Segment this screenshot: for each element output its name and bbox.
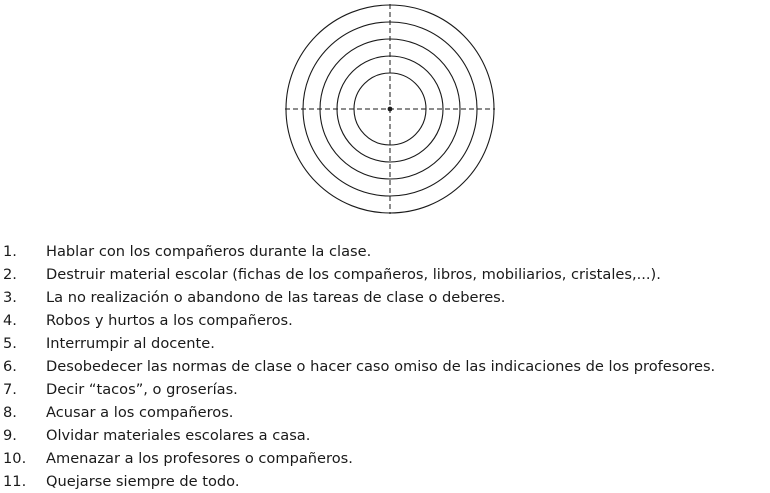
item-number: 9. <box>3 427 17 444</box>
item-text: Acusar a los compañeros. <box>46 404 234 421</box>
list-item <box>3 309 770 332</box>
list-item <box>3 286 770 309</box>
item-text: Decir “tacos”, o groserías. <box>46 381 238 398</box>
item-number: 7. <box>3 381 17 398</box>
list-item <box>3 355 770 378</box>
target-diagram <box>285 4 495 214</box>
list-item <box>3 332 770 355</box>
item-number: 4. <box>3 312 17 329</box>
item-number: 10. <box>3 450 27 467</box>
item-text: Robos y hurtos a los compañeros. <box>46 312 293 329</box>
list-item <box>3 263 770 286</box>
item-text: Olvidar materiales escolares a casa. <box>46 427 311 444</box>
item-number: 3. <box>3 289 17 306</box>
item-number: 11. <box>3 473 27 490</box>
behavior-list <box>3 240 770 493</box>
item-text: Quejarse siempre de todo. <box>46 473 240 490</box>
list-item <box>3 401 770 424</box>
list-item <box>3 447 770 470</box>
item-text: La no realización o abandono de las tareas de clase o deberes. <box>46 289 506 306</box>
item-number: 2. <box>3 266 17 283</box>
list-item <box>3 378 770 401</box>
center-dot <box>388 107 393 112</box>
item-text: Interrumpir al docente. <box>46 335 215 352</box>
item-number: 6. <box>3 358 17 375</box>
list-item <box>3 424 770 447</box>
item-number: 5. <box>3 335 17 352</box>
item-text: Destruir material escolar (fichas de los compañeros, libros, mobiliarios, cristales,...). <box>46 266 661 283</box>
item-number: 8. <box>3 404 17 421</box>
item-text: Amenazar a los profesores o compañeros. <box>46 450 353 467</box>
item-number: 1. <box>3 243 17 260</box>
item-text: Hablar con los compañeros durante la clase. <box>46 243 372 260</box>
list-item <box>3 470 770 493</box>
item-text: Desobedecer las normas de clase o hacer caso omiso de las indicaciones de los profesores. <box>46 358 716 375</box>
list-item <box>3 240 770 263</box>
